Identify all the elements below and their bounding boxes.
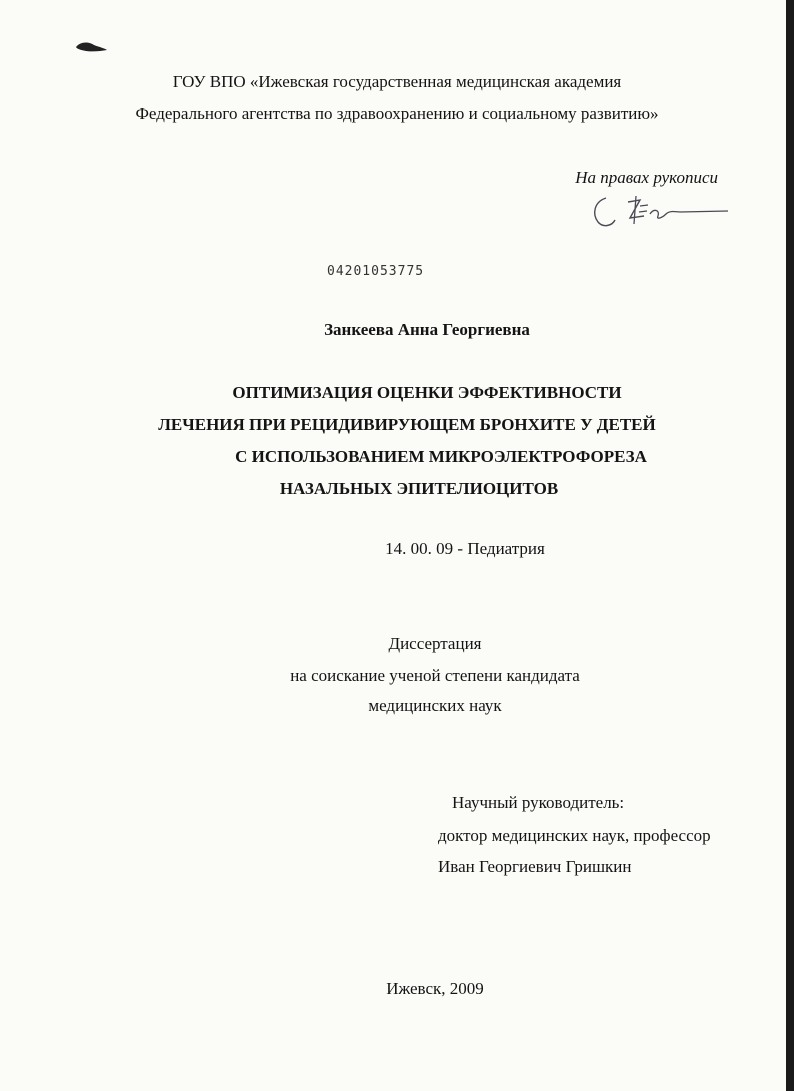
city-year: Ижевск, 2009 [386, 979, 484, 998]
degree-line-3: медицинских наук [368, 696, 502, 715]
title-line-1: ОПТИМИЗАЦИЯ ОЦЕНКИ ЭФФЕКТИВНОСТИ [232, 383, 622, 402]
handwritten-signature [588, 188, 738, 238]
degree-line-2: на соискание ученой степени кандидата [290, 666, 580, 685]
supervisor-credentials: доктор медицинских наук, профессор [438, 826, 711, 845]
manuscript-rights-notice: На правах рукописи [575, 168, 718, 187]
author-name: Занкеева Анна Георгиевна [324, 320, 530, 339]
document-number: 04201053775 [327, 264, 425, 279]
title-line-2: ЛЕЧЕНИЯ ПРИ РЕЦИДИВИРУЮЩЕМ БРОНХИТЕ У ДЕТЕЙ [158, 415, 656, 434]
institution-line-1: ГОУ ВПО «Ижевская государственная медицинская академия [172, 72, 622, 91]
degree-line-1: Диссертация [388, 634, 482, 653]
supervisor-name: Иван Георгиевич Гришкин [438, 857, 632, 876]
scan-edge-shadow [786, 0, 794, 1091]
specialty-code: 14. 00. 09 - Педиатрия [385, 539, 545, 558]
title-line-3: С ИСПОЛЬЗОВАНИЕМ МИКРОЭЛЕКТРОФОРЕЗА [235, 447, 647, 466]
institution-line-2: Федерального агентства по здравоохранению и социальному развитию» [135, 104, 659, 123]
ink-smudge-mark [74, 40, 108, 54]
supervisor-label: Научный руководитель: [452, 793, 625, 812]
title-line-4: НАЗАЛЬНЫХ ЭПИТЕЛИОЦИТОВ [279, 479, 559, 498]
